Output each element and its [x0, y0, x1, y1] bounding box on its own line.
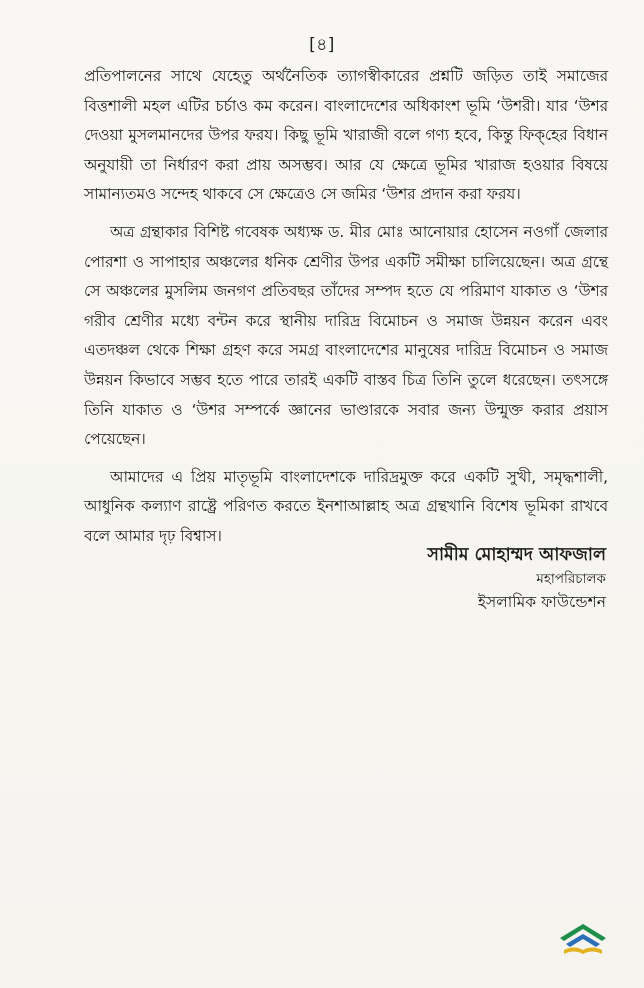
paragraph-2: অত্র গ্রন্থাকার বিশিষ্ট গবেষক অধ্যক্ষ ড. মীর মোঃ আনোয়ার হোসেন নওগাঁ জেলার পোরশা ও সাপাহার অঞ্চলের ধনিক শ্রেণীর উপর একটি সমীক্ষা চালিয়েছেন। অত্র গ্রন্থে সে অঞ্চলের মুসলিম জনগণ প্রতিবছর তাঁদের সম্পদ হতে যে পরিমাণ যাকাত ও ‘উশর গরীব শ্রেণীর মধ্যে বন্টন করে স্থানীয় দারিদ্র বিমোচন ও সমাজ উন্নয়ন করেন এবং এতদঞ্চল থেকে শিক্ষা গ্রহণ করে সমগ্র বাংলাদেশের মানুষের দারিদ্র বিমোচন ও সমাজ উন্নয়ন কিভাবে সম্ভব হতে পারে তারই একটি বাস্তব চিত্র তিনি তুলে ধরেছেন। তৎসঙ্গে তিনি যাকাত ও ‘উশর সম্পর্কে জ্ঞানের ভাণ্ডারকে সবার জন্য উন্মুক্ত করার প্রয়াস পেয়েছেন।	[84, 222, 608, 449]
paragraph-gap	[84, 210, 608, 218]
paragraph-gap	[84, 455, 608, 463]
paragraph-3: আমাদের এ প্রিয় মাতৃভূমি বাংলাদেশকে দারিদ্রমুক্ত করে একটি সুখী, সমৃদ্ধশালী, আধুনিক কল্যাণ রাষ্ট্রে পরিণত করতে ইনশাআল্লাহ অত্র গ্রন্থখানি বিশেষ ভূমিকা রাখবে বলে আমার দৃঢ় বিশ্বাস।	[84, 467, 608, 545]
signatory-role: মহাপরিচালক	[536, 571, 606, 587]
islamic-foundation-logo-icon	[556, 916, 610, 960]
signatory-organization: ইসলামিক ফাউন্ডেশন	[477, 593, 606, 611]
signature-block	[427, 542, 606, 614]
signatory-name: সামীম মোহাম্মদ আফজাল	[427, 545, 606, 565]
body-text	[84, 62, 608, 552]
paragraph-1: প্রতিপালনের সাথে যেহেতু অর্থনৈতিক ত্যাগস্বীকারের প্রশ্নটি জড়িত তাই সমাজের বিত্তশালী মহল এটির চর্চাও কম করেন। বাংলাদেশের অধিকাংশ ভূমি ‘উশরী। যার ‘উশর দেওয়া মুসলমানদের উপর ফরয। কিছু ভূমি খারাজী বলে গণ্য হবে, কিন্তু ফিক্‌হের বিধান অনুযায়ী তা নির্ধারণ করা প্রায় অসম্ভব। আর যে ক্ষেত্রে ভূমির খারাজ হওয়ার বিষয়ে সামান্যতমও সন্দেহ থাকবে সে ক্ষেত্রেও সে জমির ‘উশর প্রদান করা ফরয।	[84, 67, 608, 204]
page-number: [৪]	[309, 35, 335, 55]
